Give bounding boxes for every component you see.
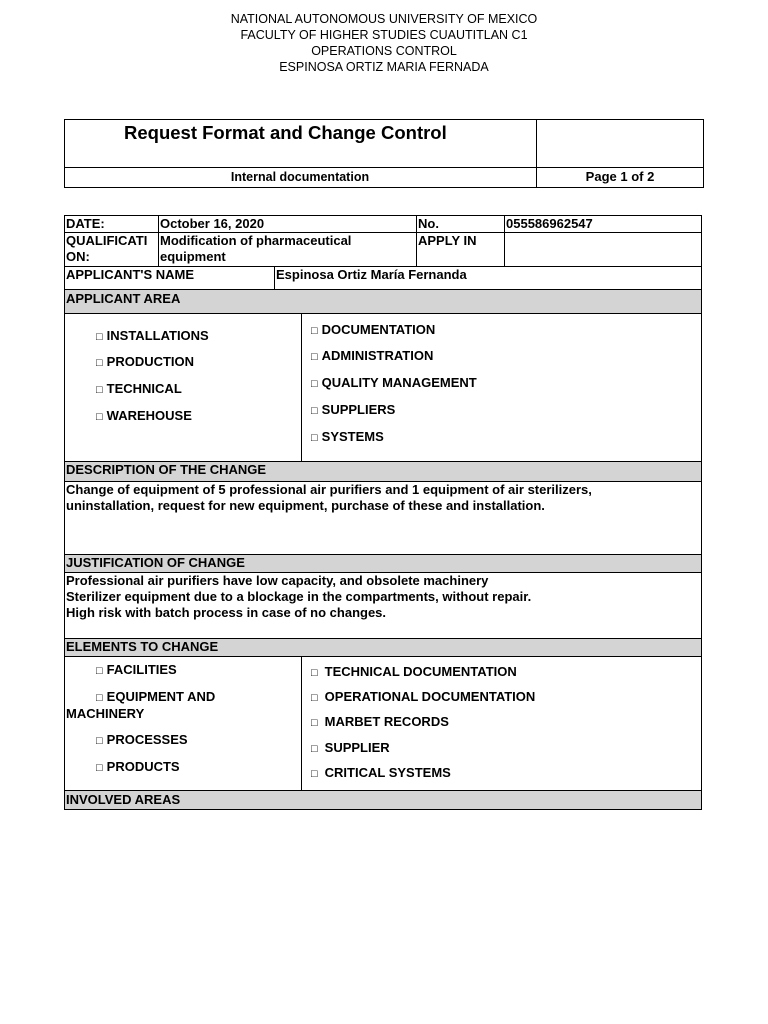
area-option-documentation[interactable]: □ DOCUMENTATION [311,322,436,337]
checkbox-icon: □ [311,717,318,729]
elements-heading: ELEMENTS TO CHANGE [66,639,219,654]
description-line-1: Change of equipment of 5 professional air purifiers and 1 equipment of air sterilizers, [66,482,592,497]
area-option-suppliers[interactable]: □ SUPPLIERS [311,402,396,417]
checkbox-icon: □ [96,735,103,747]
area-option-installations[interactable]: □ INSTALLATIONS [96,328,209,343]
area-option-administration[interactable]: □ ADMINISTRATION [311,348,434,363]
checkbox-icon: □ [96,665,103,677]
element-option-processes[interactable]: □ PROCESSES [96,732,188,747]
area-option-warehouse[interactable]: □ WAREHOUSE [96,408,192,423]
description-heading: DESCRIPTION OF THE CHANGE [66,462,267,477]
date-label: DATE: [66,216,105,231]
element-option-equipment[interactable]: □ EQUIPMENT AND [96,689,216,704]
header-author: ESPINOSA ORTIZ MARIA FERNADA [279,60,489,74]
qualification-label-1: QUALIFICATI [66,233,148,248]
checkbox-icon: □ [311,768,318,780]
qualification-label-2: ON: [66,249,90,264]
checkbox-icon: □ [311,405,318,417]
applicant-name-value: Espinosa Ortiz María Fernanda [276,267,467,282]
header-university: NATIONAL AUTONOMOUS UNIVERSITY OF MEXICO [230,12,538,26]
checkbox-icon: □ [311,378,318,390]
justification-heading: JUSTIFICATION OF CHANGE [66,555,245,570]
checkbox-icon: □ [311,432,318,444]
applicant-area-heading: APPLICANT AREA [66,291,181,306]
area-option-production[interactable]: □ PRODUCTION [96,354,195,369]
area-option-systems[interactable]: □ SYSTEMS [311,429,384,444]
involved-areas-heading: INVOLVED AREAS [66,792,181,807]
number-label: No. [418,216,439,231]
element-option-critical-systems[interactable]: □ CRITICAL SYSTEMS [311,765,451,780]
applicant-name-label: APPLICANT'S NAME [66,267,195,282]
header-faculty: FACULTY OF HIGHER STUDIES CUAUTITLAN C1 [240,28,528,42]
checkbox-icon: □ [311,667,318,679]
justification-line-2: Sterilizer equipment due to a blockage in the compartments, without repair. [66,589,532,604]
element-option-marbet-records[interactable]: □ MARBET RECORDS [311,714,449,729]
element-option-facilities[interactable]: □ FACILITIES [96,662,177,677]
area-option-quality-management[interactable]: □ QUALITY MANAGEMENT [311,375,477,390]
qualification-value-2: equipment [160,249,226,264]
element-option-technical-documentation[interactable]: □ TECHNICAL DOCUMENTATION [311,664,517,679]
number-value: 055586962547 [506,216,593,231]
checkbox-icon: □ [96,762,103,774]
justification-line-3: High risk with batch process in case of no changes. [66,605,387,620]
header-department: OPERATIONS CONTROL [311,44,457,58]
qualification-value-1: Modification of pharmaceutical [160,233,352,248]
element-option-equipment-line-2: MACHINERY [66,706,145,721]
checkbox-icon: □ [96,692,103,704]
area-option-technical[interactable]: □ TECHNICAL [96,381,182,396]
element-option-supplier[interactable]: □ SUPPLIER [311,740,390,755]
checkbox-icon: □ [96,384,103,396]
checkbox-icon: □ [311,692,318,704]
description-line-2: uninstallation, request for new equipment, purchase of these and installation. [66,498,545,513]
checkbox-icon: □ [96,357,103,369]
date-value: October 16, 2020 [160,216,265,231]
element-option-products[interactable]: □ PRODUCTS [96,759,180,774]
checkbox-icon: □ [96,331,103,343]
checkbox-icon: □ [311,325,318,337]
justification-line-1: Professional air purifiers have low capacity, and obsolete machinery [66,573,489,588]
checkbox-icon: □ [96,411,103,423]
checkbox-icon: □ [311,743,318,755]
element-option-operational-documentation[interactable]: □ OPERATIONAL DOCUMENTATION [311,689,536,704]
page-indicator: Page 1 of 2 [585,169,655,184]
apply-in-label: APPLY IN [418,233,477,248]
internal-documentation-label: Internal documentation [230,170,370,184]
checkbox-icon: □ [311,351,318,363]
document-title: Request Format and Change Control [124,122,447,143]
